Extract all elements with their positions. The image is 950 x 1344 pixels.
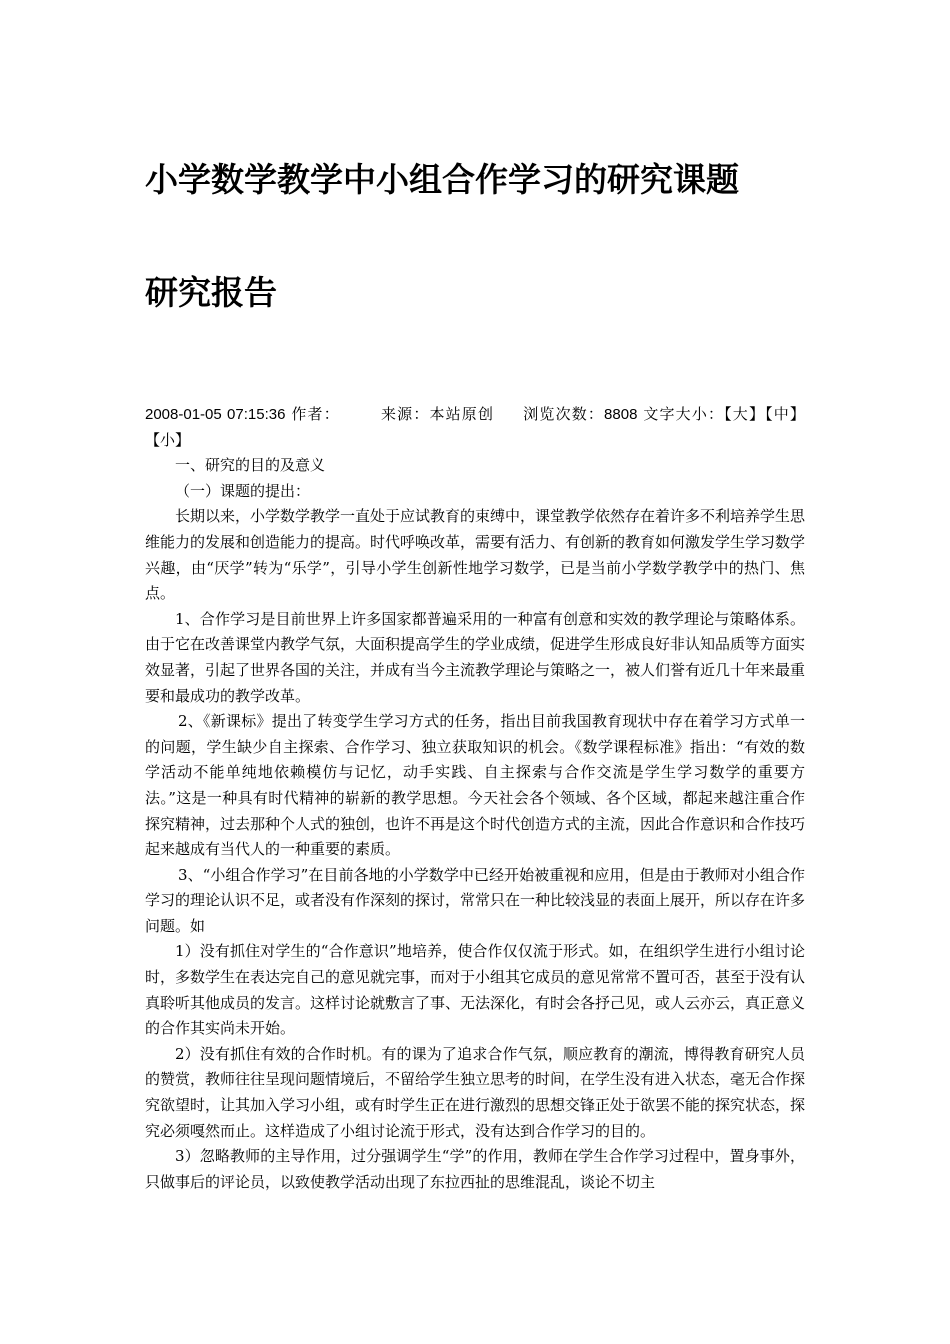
source-label: 来源：本站原创 [379, 405, 495, 423]
paragraph: 2）没有抓住有效的合作时机。有的课为了追求合作气氛，顺应教育的潮流，博得教育研究人员的赞赏，教师往往呈现问题情境后，不留给学生独立思考的时间，在学生没有进入状态，毫无合作探究欲望时，让其加入学习小组，或有时学生正在进行激烈的思想交锋正处于欲罢不能的探究状态，探究必须嘎然而止。这样造成了小组讨论流于形式，没有达到合作学习的目的。 [145, 1044, 806, 1140]
paragraph: 3、“小组合作学习”在目前各地的小学数学中已经开始被重视和应用，但是由于教师对小组合作学习的理论认识不足，或者没有作深刻的探讨，常常只在一种比较浅显的表面上展开，所以存在许多问题。如 [145, 865, 806, 935]
font-size-label: 文字大小： [643, 405, 725, 423]
paragraph: 长期以来，小学数学教学一直处于应试教育的束缚中，课堂教学依然存在着许多不利培养学生思维能力的发展和创造能力的提高。时代呼唤改革，需要有活力、有创新的教育如何激发学生学习数学兴趣，由“厌学”转为“乐学”，引导小学生创新性地学习数学，已是当前小学数学教学中的热门、焦点。 [145, 507, 806, 603]
paragraph: 3）忽略教师的主导作用，过分强调学生“学”的作用，教师在学生合作学习过程中，置身事外，只做事后的评论员，以致使教学活动出现了东拉西扯的思维混乱，谈论不切主 [145, 1147, 805, 1191]
publish-datetime: 2008-01-05 07:15:36 [145, 406, 286, 423]
paragraph: 1）没有抓住对学生的“合作意识”地培养，使合作仅仅流于形式。如，在组织学生进行小组讨论时，多数学生在表达完自己的意见就完事，而对于小组其它成员的意见常常不置可否，甚至于没有认真聆听其他成员的发言。这样讨论就敷言了事、无法深化，有时会各抒己见，或人云亦云，真正意义的合作其实尚未开始。 [145, 942, 806, 1038]
views-count: 8808 [604, 406, 638, 423]
article-body [145, 402, 805, 1195]
font-size-small-link[interactable]: 【小】 [145, 430, 191, 449]
font-size-medium-link[interactable]: 【中】 [765, 405, 805, 423]
article-meta [145, 402, 805, 453]
paragraph: 1、合作学习是目前世界上许多国家都普遍采用的一种富有创意和实效的教学理论与策略体系。由于它在改善课堂内教学气氛，大面积提高学生的学业成绩，促进学生形成良好非认知品质等方面实效显著，引起了世界各国的关注，并成有当今主流教学理论与策略之一，被人们誉有近几十年来最重要和最成功的教学改革。 [145, 609, 806, 705]
paragraph: 2、《新课标》提出了转变学生学习方式的任务，指出目前我国教育现状中存在着学习方式单一的问题，学生缺少自主探索、合作学习、独立获取知识的机会。《数学课程标准》指出：“有效的数学活动不能单纯地依赖模仿与记忆，动手实践、自主探索与合作交流是学生学习数学的重要方法。”这是一种具有时代精神的崭新的教学思想。今天社会各个领域、各个区域，都起来越注重合作探究精神，过去那种个人式的独创，也许不再是这个时代创造方式的主流，因此合作意识和合作技巧起来越成有当代人的一种重要的素质。 [145, 712, 806, 859]
document-title-line1: 小学数学教学中小组合作学习的研究课题 [145, 160, 739, 199]
document-title-line2: 研究报告 [145, 273, 277, 312]
author-label: 作者： [291, 405, 340, 423]
font-size-large-link[interactable]: 【大】 [724, 405, 766, 423]
subsection-heading: （一）课题的提出： [175, 481, 311, 500]
views-label: 浏览次数： [522, 405, 605, 423]
section-heading: 一、研究的目的及意义 [175, 456, 326, 475]
